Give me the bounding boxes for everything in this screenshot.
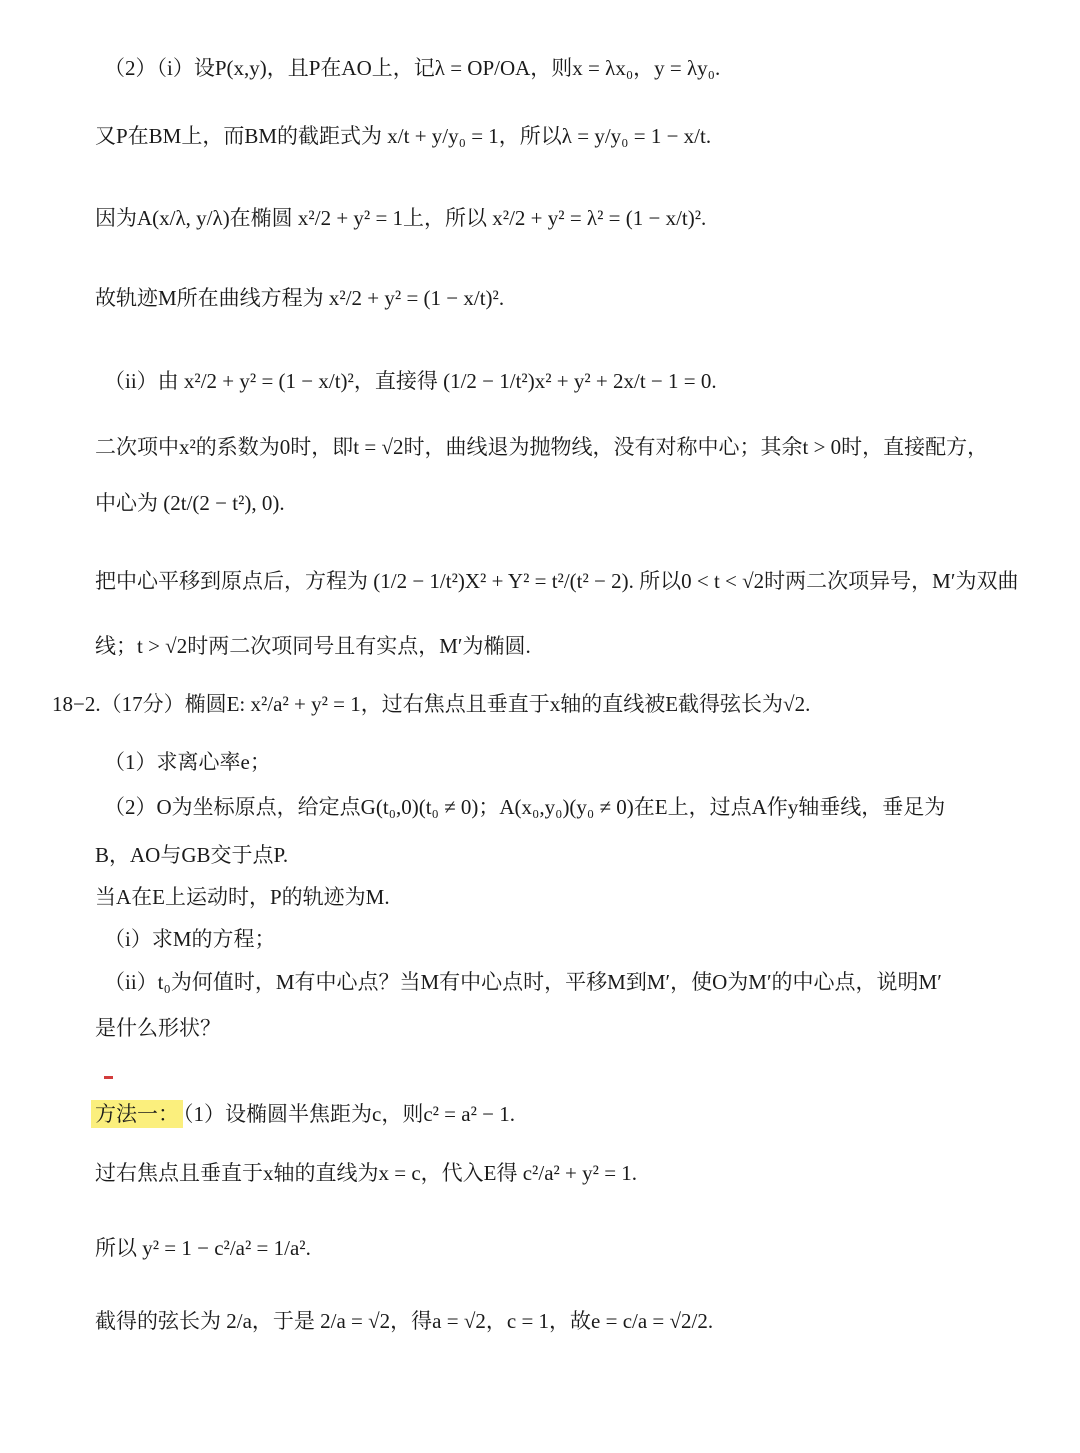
method-line-text: （1）设椭圆半焦距为c，则c² = a² − 1. <box>183 1102 515 1126</box>
text-line: （ii）t₀为何值时，M有中心点？当M有中心点时，平移M到M′，使O为M′的中心点，说明M′ <box>104 970 942 994</box>
method-label-highlight: 方法一： <box>91 1100 183 1128</box>
text-line: （1）求离心率e； <box>104 750 271 774</box>
text-line: 又P在BM上，而BM的截距式为 x/t + y/y₀ = 1，所以λ = y/y₀ = 1 − x/t. <box>95 124 712 148</box>
text-line: B，AO与GB交于点P. <box>95 843 289 867</box>
text-line: 截得的弦长为 2/a，于是 2/a = √2，得a = √2，c = 1，故e = c/a = √2/2. <box>95 1309 714 1333</box>
text-line: 因为A(x/λ, y/λ)在椭圆 x²/2 + y² = 1上，所以 x²/2 + y² = λ² = (1 − x/t)². <box>95 206 707 230</box>
text-line: 过右焦点且垂直于x轴的直线为x = c，代入E得 c²/a² + y² = 1. <box>95 1161 638 1185</box>
text-line: （i）求M的方程； <box>104 927 276 951</box>
text-line: （2）（i）设P(x,y)，且P在AO上，记λ = OP/OA，则x = λx₀，y = λy₀. <box>104 56 721 80</box>
text-line: 线；t > √2时两二次项同号且有实点，M′为椭圆. <box>95 634 531 658</box>
text-line: 把中心平移到原点后，方程为 (1/2 − 1/t²)X² + Y² = t²/(t² − 2). 所以0 < t < √2时两二次项异号，M′为双曲 <box>95 569 1019 593</box>
text-line: 中心为 (2t/(2 − t²), 0). <box>95 491 285 515</box>
text-line: 当A在E上运动时，P的轨迹为M. <box>95 885 390 909</box>
method-line <box>91 1104 515 1125</box>
problem-heading: 18−2.（17分）椭圆E: x²/a² + y² = 1，过右焦点且垂直于x轴的直线被E截得弦长为√2. <box>52 692 811 716</box>
text-line: 二次项中x²的系数为0时，即t = √2时，曲线退为抛物线，没有对称中心；其余t > 0时，直接配方， <box>95 435 989 459</box>
text-line: （ii）由 x²/2 + y² = (1 − x/t)²，直接得 (1/2 − 1/t²)x² + y² + 2x/t − 1 = 0. <box>104 369 717 393</box>
text-line: 是什么形状？ <box>95 1016 221 1040</box>
red-mark <box>104 1076 113 1079</box>
text-line: （2）O为坐标原点，给定点G(t₀,0)(t₀ ≠ 0)；A(x₀,y₀)(y₀ ≠ 0)在E上，过点A作y轴垂线，垂足为 <box>104 795 946 819</box>
text-line: 故轨迹M所在曲线方程为 x²/2 + y² = (1 − x/t)². <box>95 286 505 310</box>
text-line: 所以 y² = 1 − c²/a² = 1/a². <box>95 1236 311 1260</box>
